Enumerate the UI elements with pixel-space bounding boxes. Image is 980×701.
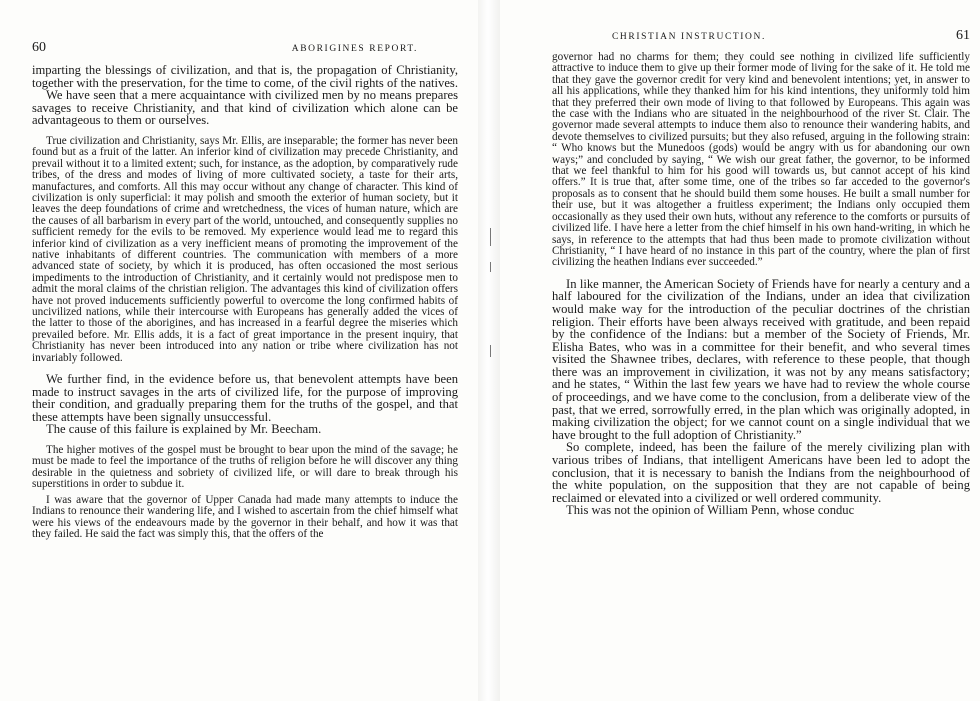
page-number: 61 — [956, 28, 970, 43]
paragraph: In like manner, the American Society of Friends have for nearly a century and a half laboured for the civilization of the Indians, under an idea that civilization would make way for the introduction of the peculiar doctrines of the christian religion. Their efforts have been always received with gratitude, and been repaid by the confidence of the Indians: but a member of the Society of Friends, Mr. Elisha Bates, who was in a committee for their benefit, and who several times visited the Shawnee tribes, declares, with reference to these people, that though there was an improvement in civilization, it was not by any means satisfactory; and he states, “ Within the last few years we have had to review the whole course of proceedings, and we have come to the conclusion, from a deliberate view of the past, that we erred, sorrowfully erred, in the plan which was originally adopted, in making civilization the object; for we cannot count on a single individual that we have brought to the full adoption of Christianity.” — [552, 276, 970, 442]
book-gutter — [478, 0, 500, 701]
paragraph: imparting the blessings of civilization, and that is, the propagation of Christianity, together with the preservation, for the time to come, of the civil rights of the natives. — [32, 63, 458, 90]
block-quote: governor had no charms for them; they could see nothing in civilized life sufficiently attractive to induce them to give up their former mode of living for the sake of it. He told me that they gave the governor credit for very kind and benevolent intentions; yet, in answer to all his applications, while they thanked him for his kind intentions, they uniformly told him that they preferred their own mode of living to that followed by Europeans. This again was the case with the Indians who are situated in the neighbourhood of the river St. Clair. The governor made several attempts to induce them also to renounce their wandering habits, and devote themselves to civilized pursuits; but they also refused, arguing in the following strain: “ Who knows but the Munedoos (gods) would be angry with us for abandoning our own ways;” and concluded by saying, “ We wish our great father, the governor, to be informed that we feel thankful to him for his good will towards us, but cannot accept of his kind offers.” It is true that, after some time, one of the tribes so far acceded to the governor's proposals as to consent that he should build them some houses. He built a small number for their use, but it was altogether a fruitless experiment; the Indians only occupied them occasionally as they used their own huts, without any reference to the comforts or pursuits of civilized life. I have here a letter from the chief himself in his own hand-writing, in which he says, in reference to the attempts that had thus been made to promote civilization without Christianity, “ I have heard of no instance in this part of the country, where the plan of first civilizing the heathen Indians ever succeeded.” — [552, 51, 970, 269]
paragraph: The cause of this failure is explained by Mr. Beecham. — [46, 422, 322, 437]
running-head: ABORIGINES REPORT. — [291, 44, 418, 54]
block-quote: True civilization and Christianity, says Mr. Ellis, are inseparable; the former has never been found but as a fruit of the latter. An inferior kind of civilization may precede Christianity, and prevail without it to a limited extent; such, for instance, as the adoption, by comparatively rude tribes, of the dress and modes of living of more cultivated society, a taste for their arts, manufactures, and comforts. All this may occur without any change of character. This kind of civilization is only superficial: it may polish and smooth the exterior of human society, but it leaves the deep foundations of crime and wretchedness, the vices of human nature, which are the causes of all barbarism in every part of the world, untouched, and consequently supplies no sufficient remedy for the evils to be removed. My experience would lead me to regard this inferior kind of civilization as a very inefficient means of promoting the improvement of the native inhabitants of different countries. The communication with members of a more advanced state of society, by which it is produced, has often occasioned the most serious impediments to the introduction of Christianity, and it certainly would not predispose men to admit the moral claims of the christian religion. The advantages this kind of civilization offers have not proved inducements sufficiently powerful to overcome the long confirmed habits of uncivilized nations, while their intercourse with Europeans has generally added the vices of the latter to those of the aborigines, and has increased in a fearful degree the miseries which prevailed before. Mr. Ellis adds, it is a fact of great importance in the present inquiry, that Christianity has never been introduced into any nation or tribe where civilization has not invariably followed. — [32, 134, 458, 364]
right-page-header — [552, 28, 970, 48]
block-quote: I was aware that the governor of Upper Canada had made many attempts to induce the Indians to renounce their wandering life, and I wished to ascertain from the chief himself what were his views of the endeavours made by the governor in their behalf, and how it was that they failed. He said the fact was simply this, that the offers of the — [32, 493, 458, 540]
page-number: 60 — [32, 40, 46, 55]
left-page — [0, 0, 478, 701]
gutter-mark — [490, 262, 491, 272]
paragraph: So complete, indeed, has been the failure of the merely civilizing plan with various tribes of Indians, that intelligent Americans have been led to adopt the conclusion, that it is necessary to banish the Indians from the neighbourhood of the white population, on the supposition that they are not capable of being reclaimed or elevated into a civilized or well ordered community. — [552, 440, 970, 505]
left-page-header — [32, 40, 458, 60]
paragraph: We further find, in the evidence before us, that benevolent attempts have been made to instruct savages in the arts of civilized life, for the purpose of improving their condition, and gradually preparing them for the truths of the gospel, and that these attempts have been signally unsuccessful. — [32, 372, 458, 424]
running-head: CHRISTIAN INSTRUCTION. — [612, 32, 766, 42]
paragraph: We have seen that a mere acquaintance with civilized men by no means prepares savages to receive Christianity, and that kind of civilization which alone can be advantageous to them or ourselves. — [32, 88, 458, 128]
gutter-mark — [490, 345, 491, 357]
paragraph: This was not the opinion of William Penn, whose conduc — [566, 503, 855, 518]
block-quote: The higher motives of the gospel must be brought to bear upon the mind of the savage; he must be made to feel the importance of the truths of religion before he will discover any thing desirable in the quietness and sobriety of civilized life, or will dare to break through his superstitions in order to subdue it. — [32, 444, 458, 491]
right-page — [500, 0, 980, 701]
gutter-mark — [490, 228, 491, 246]
